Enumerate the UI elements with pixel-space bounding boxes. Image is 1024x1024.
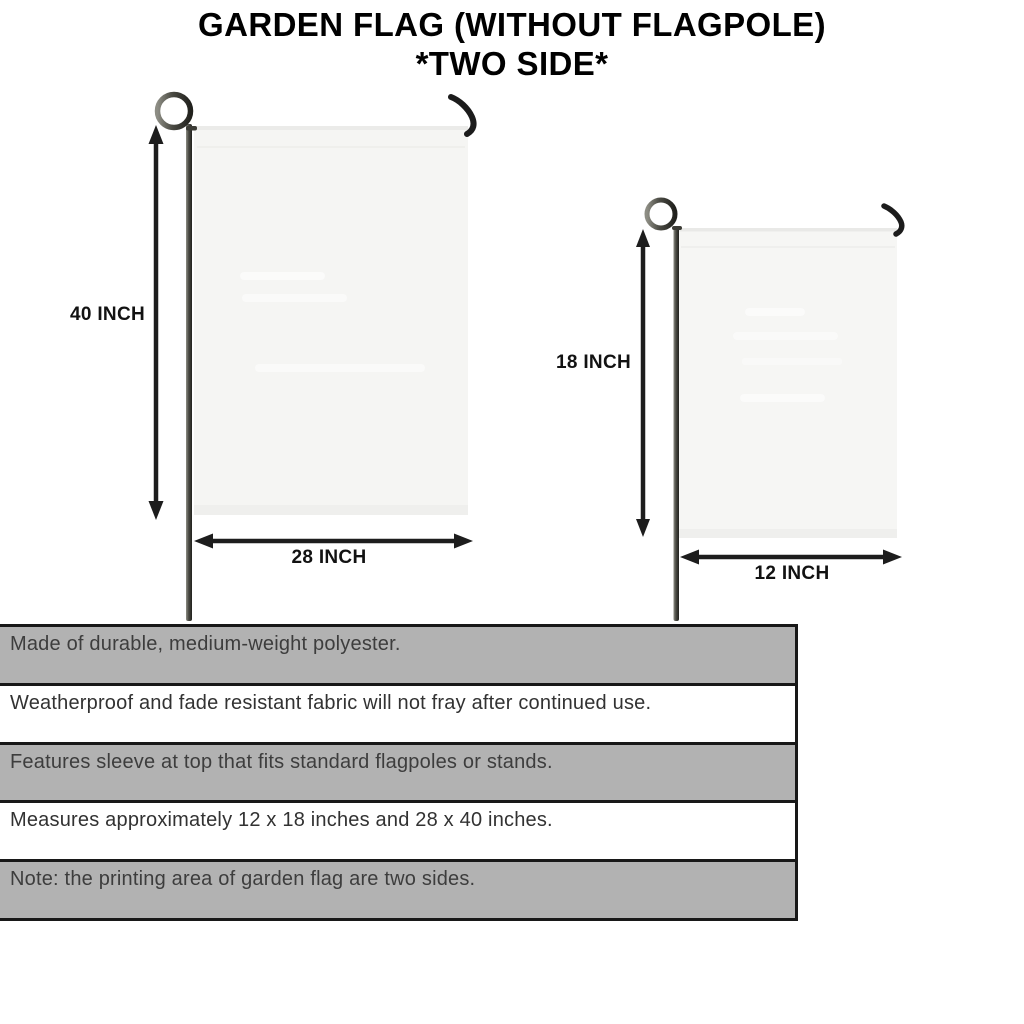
small-flag-diagram [636,200,902,621]
spec-row-measurements [0,803,795,862]
large-flag-panel [194,126,468,515]
large-flag-sleeve-seam [197,146,465,148]
small-flag-top-edge [679,228,897,232]
small-flag-bottom-edge [679,529,897,538]
pole-loop-end [672,226,682,230]
small-flag-panel [679,228,897,538]
small-flag-height-arrow [636,229,650,537]
large-flag-pole [186,124,192,621]
large-flag-width-label: 28 INCH [291,547,367,568]
fabric-sheen [733,332,838,340]
spec-text: Note: the printing area of garden flag are two sides. [10,868,476,891]
fabric-sheen [242,294,347,302]
fabric-sheen [742,358,842,365]
spec-text: Measures approximately 12 x 18 inches and 28 x 40 inches. [10,809,553,832]
pole-loop-icon [647,200,675,228]
small-flag-height-label: 18 INCH [556,352,631,373]
spec-row-weatherproof [0,686,795,745]
small-flag-pole [674,226,680,621]
small-flag-sleeve-seam [681,246,895,248]
large-flag-height-arrow [149,125,164,520]
fabric-sheen [740,394,825,402]
pole-loop-icon [158,95,191,128]
large-flag-height-label: 40 INCH [70,304,145,325]
spec-table [0,624,798,921]
spec-row-note [0,862,795,918]
fabric-sheen [240,272,325,280]
spec-text: Weatherproof and fade resistant fabric will not fray after continued use. [10,691,652,714]
spec-row-material [0,627,795,686]
large-flag-bottom-edge [194,505,468,515]
spec-text: Made of durable, medium-weight polyester. [10,633,401,655]
large-flag-top-edge [194,126,468,130]
large-flag-diagram [149,95,474,622]
spec-text: Features sleeve at top that fits standard flagpoles or stands. [10,750,553,773]
title-line-2: *TWO SIDE* [415,45,609,82]
spec-row-sleeve [0,745,795,804]
small-flag-width-label: 12 INCH [754,563,830,584]
fabric-sheen [255,364,425,372]
title-line-1: GARDEN FLAG (WITHOUT FLAGPOLE) [198,6,826,43]
pole-loop-end [186,126,197,131]
fabric-sheen [745,308,805,316]
